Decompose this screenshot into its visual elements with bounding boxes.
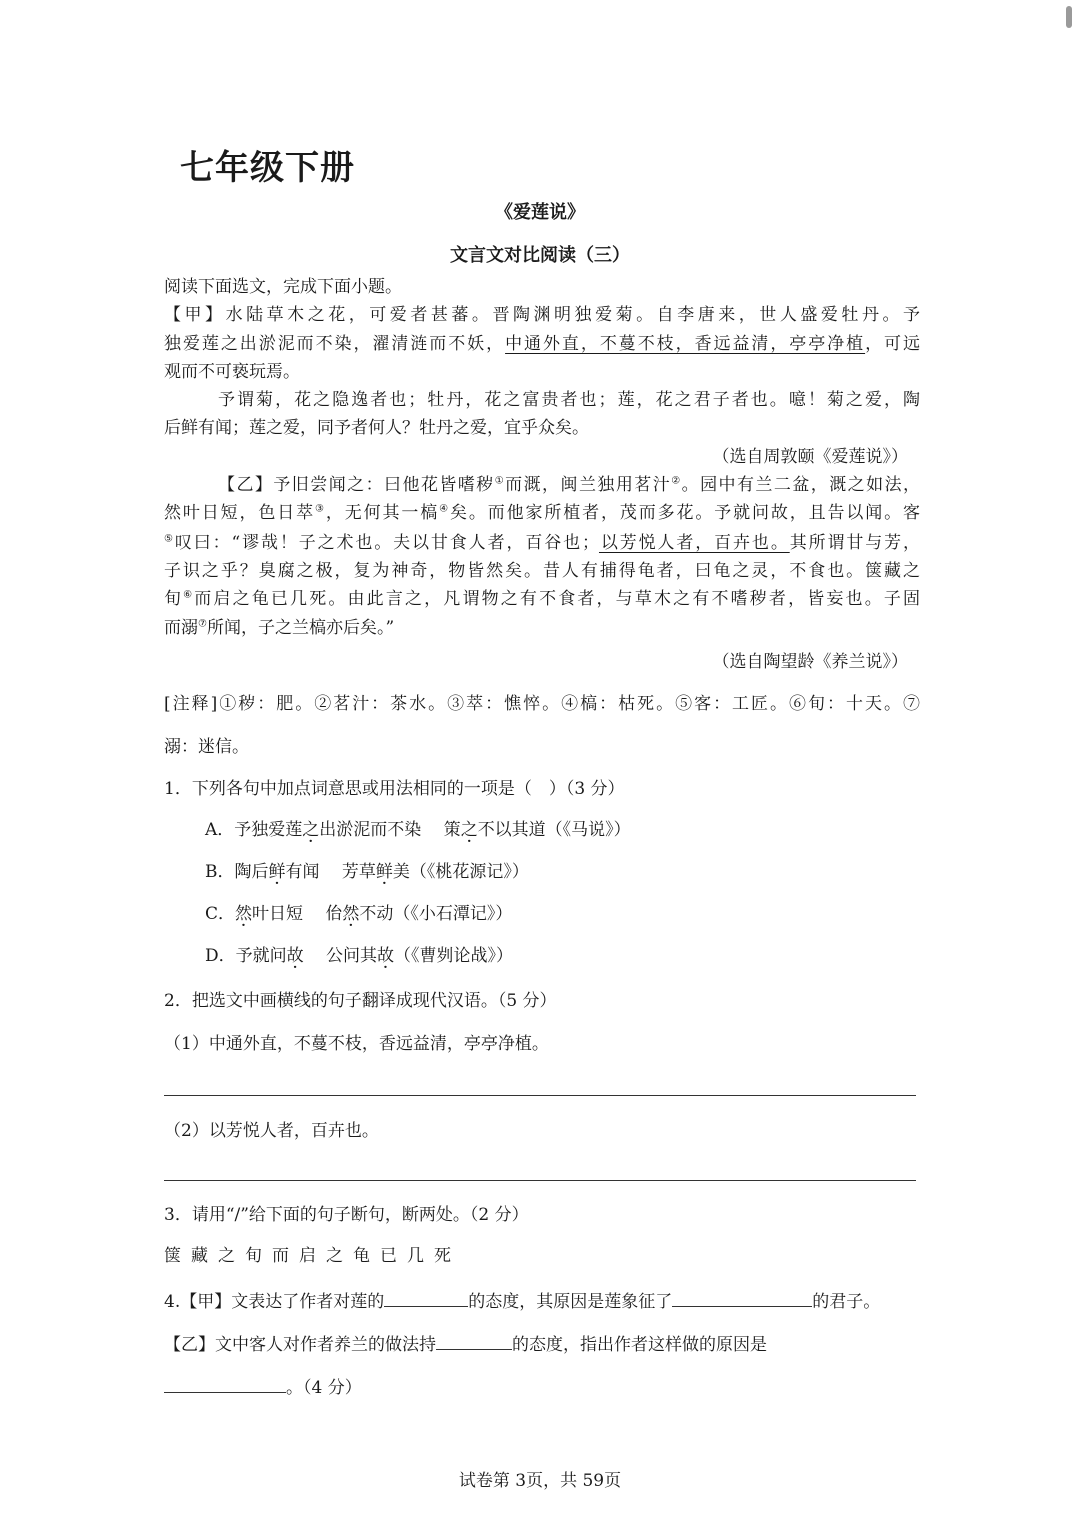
text-title: 《爱莲说》 bbox=[495, 202, 585, 223]
underlined-sentence-2: 以芳悦人者，百卉也。 bbox=[598, 533, 790, 553]
question-1-stem: 1．下列各句中加点词意思或用法相同的一项是（ ）（3 分） bbox=[164, 779, 625, 799]
footnote-marker: ③ bbox=[315, 503, 326, 515]
question-4-text: 4.【甲】文表达了作者对莲的 bbox=[164, 1292, 385, 1312]
passage-b-text: 而启之龟已几死。由此言之，凡谓物之有不食者，与草木之有不嗜秽者，皆妄也。子固 bbox=[194, 589, 921, 609]
dotted-word: 然 bbox=[342, 904, 360, 924]
question-4-line-2 bbox=[164, 1332, 920, 1355]
passage-a-text: ，可远 bbox=[865, 334, 921, 354]
passage-b-text: 其所谓甘与芳， bbox=[789, 533, 921, 553]
passage-a-line-2 bbox=[164, 334, 920, 354]
underlined-sentence-1: 中通外直，不蔓不枝，香远益清，亭亭净植 bbox=[505, 334, 866, 354]
option-text: 不以其道（《马说》） bbox=[477, 820, 631, 840]
question-4-text: 。（4 分） bbox=[286, 1378, 362, 1398]
passage-b-text: 旬 bbox=[164, 589, 184, 609]
passage-b-text: 而溺 bbox=[164, 618, 198, 638]
dotted-word: 之 bbox=[460, 820, 478, 840]
passage-a-line-5: 后鲜有闻；莲之爱，同予者何人？牡丹之爱，宜乎众矣。 bbox=[164, 418, 589, 438]
passage-b-line-6 bbox=[164, 618, 920, 638]
answer-line[interactable] bbox=[164, 1180, 916, 1181]
passage-b-line-2 bbox=[164, 503, 920, 523]
section-title: 文言文对比阅读（三） bbox=[450, 245, 630, 266]
question-4-text: 的态度，其原因是莲象征了 bbox=[468, 1292, 673, 1312]
question-4-text: 的君子。 bbox=[812, 1292, 881, 1312]
question-4-text: 的态度，指出作者这样做的原因是 bbox=[512, 1335, 767, 1355]
question-4-line-1 bbox=[164, 1289, 920, 1312]
page-footer: 试卷第 3页，共 59页 bbox=[458, 1471, 622, 1491]
question-1-option-d bbox=[205, 946, 513, 966]
footnote-marker: ① bbox=[494, 475, 506, 487]
passage-b-text: 【乙】予旧尝闻之：曰他花皆嗜秽 bbox=[218, 475, 495, 495]
question-4-text: 【乙】文中客人对作者养兰的做法持 bbox=[164, 1335, 436, 1355]
passage-a-source: （选自周敦颐《爱莲说》） bbox=[712, 447, 908, 467]
dotted-word: 之 bbox=[302, 820, 320, 840]
scrollbar-thumb[interactable] bbox=[1066, 6, 1072, 28]
passage-b-text: 。园中有兰二盆，溉之如法， bbox=[681, 475, 921, 495]
option-text: 出淤泥而不染 策 bbox=[319, 820, 461, 840]
passage-a-text: 独爱莲之出淤泥而不染，濯清涟而不妖， bbox=[164, 334, 506, 354]
option-text: C． bbox=[205, 904, 236, 924]
option-text: B．陶后 bbox=[205, 862, 269, 882]
question-1-option-c bbox=[205, 904, 512, 924]
option-text: 叶日短 佁 bbox=[252, 904, 343, 924]
instruction: 阅读下面选文，完成下面小题。 bbox=[164, 277, 402, 297]
notes-line-1: [注释]①秽：肥。②茗汁：茶水。③萃：憔悴。④槁：枯死。⑤客：工匠。⑥旬：十天。⑦ bbox=[164, 694, 920, 714]
answer-blank[interactable] bbox=[436, 1332, 512, 1350]
option-text: D．予就问 bbox=[205, 946, 287, 966]
answer-blank[interactable] bbox=[672, 1289, 812, 1307]
question-1-option-a bbox=[205, 820, 631, 840]
question-2-stem: 2．把选文中画横线的句子翻译成现代汉语。（5 分） bbox=[164, 991, 557, 1011]
dotted-word: 故 bbox=[377, 946, 395, 966]
question-4-line-3 bbox=[164, 1375, 920, 1398]
passage-b-source: （选自陶望龄《养兰说》） bbox=[712, 652, 908, 672]
option-text: （《曹刿论战》） bbox=[394, 946, 514, 966]
passage-b-text: 所闻，子之兰槁亦后矣。” bbox=[206, 618, 395, 638]
passage-a-line-1: 【甲】水陆草木之花，可爱者甚蕃。晋陶渊明独爱菊。自李唐来，世人盛爱牡丹。予 bbox=[164, 305, 920, 325]
option-text: 有闻 芳草 bbox=[285, 862, 376, 882]
passage-a-line-3: 观而不可亵玩焉。 bbox=[164, 362, 300, 382]
question-3-sentence: 箧藏之旬而启之龟已几死 bbox=[164, 1246, 461, 1266]
dotted-word: 鲜 bbox=[375, 862, 393, 882]
option-text: 不动（《小石潭记》） bbox=[359, 904, 513, 924]
footnote-marker: ⑥ bbox=[183, 589, 195, 601]
option-text: 美（《桃花源记》） bbox=[392, 862, 529, 882]
question-1-option-b bbox=[205, 862, 529, 882]
passage-b-text: 然叶日短，色日萃 bbox=[164, 503, 316, 523]
question-3-stem: 3．请用“/”给下面的句子断句，断两处。（2 分） bbox=[164, 1205, 529, 1225]
option-text: 公问其 bbox=[303, 946, 378, 966]
option-text: A．予独爱莲 bbox=[205, 820, 303, 840]
dotted-word: 鲜 bbox=[268, 862, 286, 882]
passage-a-line-4: 予谓菊，花之隐逸者也；牡丹，花之富贵者也；莲，花之君子者也。噫！菊之爱，陶 bbox=[218, 390, 920, 410]
footnote-marker: ② bbox=[671, 475, 682, 487]
dotted-word: 故 bbox=[286, 946, 304, 966]
passage-b-text: 叹曰：“谬哉！子之术也。夫以甘食人者，百谷也； bbox=[174, 533, 599, 553]
footnote-marker: ④ bbox=[439, 503, 450, 515]
passage-b-text: 矣。而他家所植者，茂而多花。予就问故，且告以闻。客 bbox=[449, 503, 921, 523]
answer-blank[interactable] bbox=[164, 1375, 286, 1393]
notes-line-2: 溺：迷信。 bbox=[164, 737, 249, 757]
passage-b-text: ，无何其一槁 bbox=[325, 503, 440, 523]
footnote-marker: ⑦ bbox=[198, 618, 207, 630]
answer-line[interactable] bbox=[164, 1095, 916, 1096]
passage-b-line-3 bbox=[164, 533, 920, 553]
question-2-sentence-1: （1）中通外直，不蔓不枝，香远益清，亭亭净植。 bbox=[164, 1034, 549, 1054]
passage-b-line-5 bbox=[164, 589, 920, 609]
question-2-sentence-2: （2）以芳悦人者，百卉也。 bbox=[164, 1121, 379, 1141]
grade-heading: 七年级下册 bbox=[180, 148, 355, 188]
passage-b-text: 而溉，闽兰独用茗汁 bbox=[505, 475, 672, 495]
passage-b-line-4: 子识之乎？臭腐之极，复为神奇，物皆然矣。昔人有捕得龟者，曰龟之灵，不食也。箧藏之 bbox=[164, 561, 920, 581]
footnote-marker: ⑤ bbox=[164, 533, 175, 545]
dotted-word: 然 bbox=[235, 904, 253, 924]
passage-b-line-1 bbox=[218, 475, 920, 495]
answer-blank[interactable] bbox=[384, 1289, 468, 1307]
